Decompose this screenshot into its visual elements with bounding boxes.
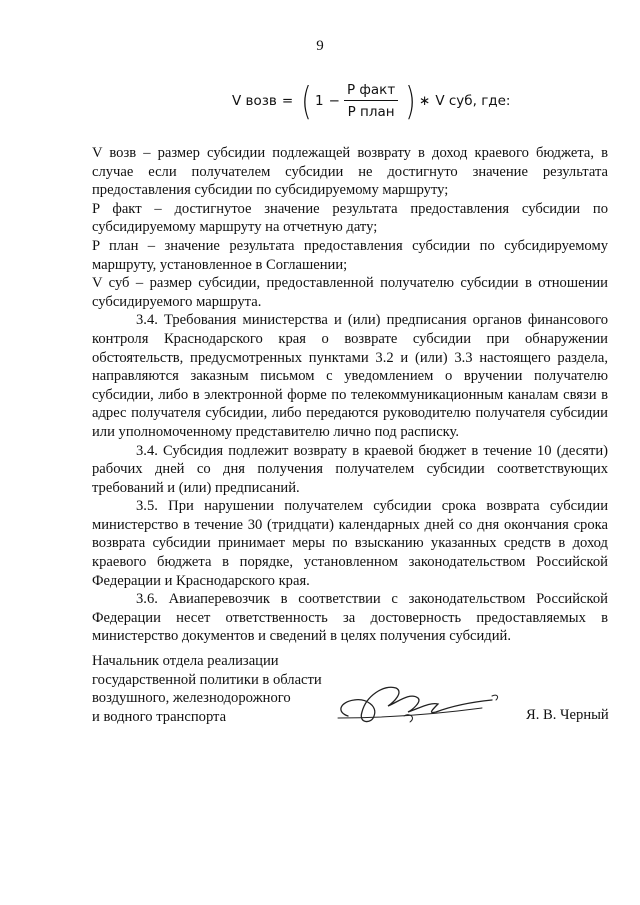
paragraph-3-6: 3.6. Авиаперевозчик в соответствии с законодательством Российской Федерации несет ответственность за достоверность предоставляемых в министерство документов и сведений в целях получения субсидий. bbox=[92, 591, 608, 645]
formula-times: ∗ bbox=[419, 93, 431, 109]
definition-p-plan: P план – значение результата предоставления субсидии по субсидируемому маршруту, установленное в Соглашении; bbox=[92, 237, 608, 273]
handwritten-signature bbox=[332, 672, 512, 732]
signatory-position-line: государственной политики в области bbox=[92, 671, 322, 688]
formula-right-paren: ) bbox=[405, 79, 416, 123]
paragraph-3-4-return-term: 3.4. Субсидия подлежит возврату в краевой бюджет в течение 10 (десяти) рабочих дней со дня получения получателем субсидии соответствующих требований и (или) предписаний. bbox=[92, 442, 608, 496]
formula-minus: − bbox=[328, 93, 340, 109]
page-number: 9 bbox=[316, 38, 324, 54]
signatory-position bbox=[92, 652, 322, 726]
formula-numerator: P факт bbox=[344, 82, 398, 101]
paragraph-3-5: 3.5. При нарушении получателем субсидии срока возврата субсидии министерство в течение 30 (тридцати) календарных дней со дня окончания срока возврата субсидии принимает меры по взысканию указанных средств в доход краевого бюджета в порядке, установленном законодательством Российской Федерации и Краснодарского края. bbox=[92, 498, 608, 589]
formula-denominator: P план bbox=[347, 104, 395, 120]
subsidy-return-formula bbox=[232, 79, 511, 123]
document-body bbox=[92, 144, 608, 646]
formula-lhs: V возв bbox=[232, 93, 277, 109]
definition-v-sub: V суб – размер субсидии, предоставленной получателю субсидии в отношении субсидируемого маршрута. bbox=[92, 275, 608, 310]
signatory-position-line: Начальник отдела реализации bbox=[92, 653, 279, 669]
formula-fraction bbox=[344, 82, 398, 120]
formula-left-paren: ( bbox=[301, 79, 312, 123]
definition-v-vozv: V возв – размер субсидии подлежащей возврату в доход краевого бюджета, в случае если получателем субсидии не достигнуто значение результата предоставления субсидии по субсидируемому маршруту; bbox=[92, 145, 608, 199]
formula-one: 1 bbox=[315, 93, 324, 109]
signatory-position-line: воздушного, железнодорожного bbox=[92, 690, 291, 707]
formula-rhs: V суб, где: bbox=[435, 93, 511, 109]
signatory-name: Я. В. Черный bbox=[526, 707, 609, 723]
paragraph-3-4-requirements: 3.4. Требования министерства и (или) предписания органов финансового контроля Краснодарского края о возврате субсидии при обнаружении обстоятельств, предусмотренных пунктами 3.2 и (или) 3.3 настоящего раздела, направляются заказным письмом с уведомлением о вручении получателю субсидии, либо в электронной форме по телекоммуникационным каналам связи в адрес получателя субсидии, либо передаются руководителю получателя субсидии или уполномоченному представителю лично под расписку. bbox=[92, 312, 608, 440]
signatory-position-line: и водного транспорта bbox=[92, 708, 227, 725]
formula-equals: = bbox=[281, 93, 294, 109]
definition-p-fakt: P факт – достигнутое значение результата предоставления субсидии по субсидируемому маршруту на отчетную дату; bbox=[92, 200, 608, 236]
